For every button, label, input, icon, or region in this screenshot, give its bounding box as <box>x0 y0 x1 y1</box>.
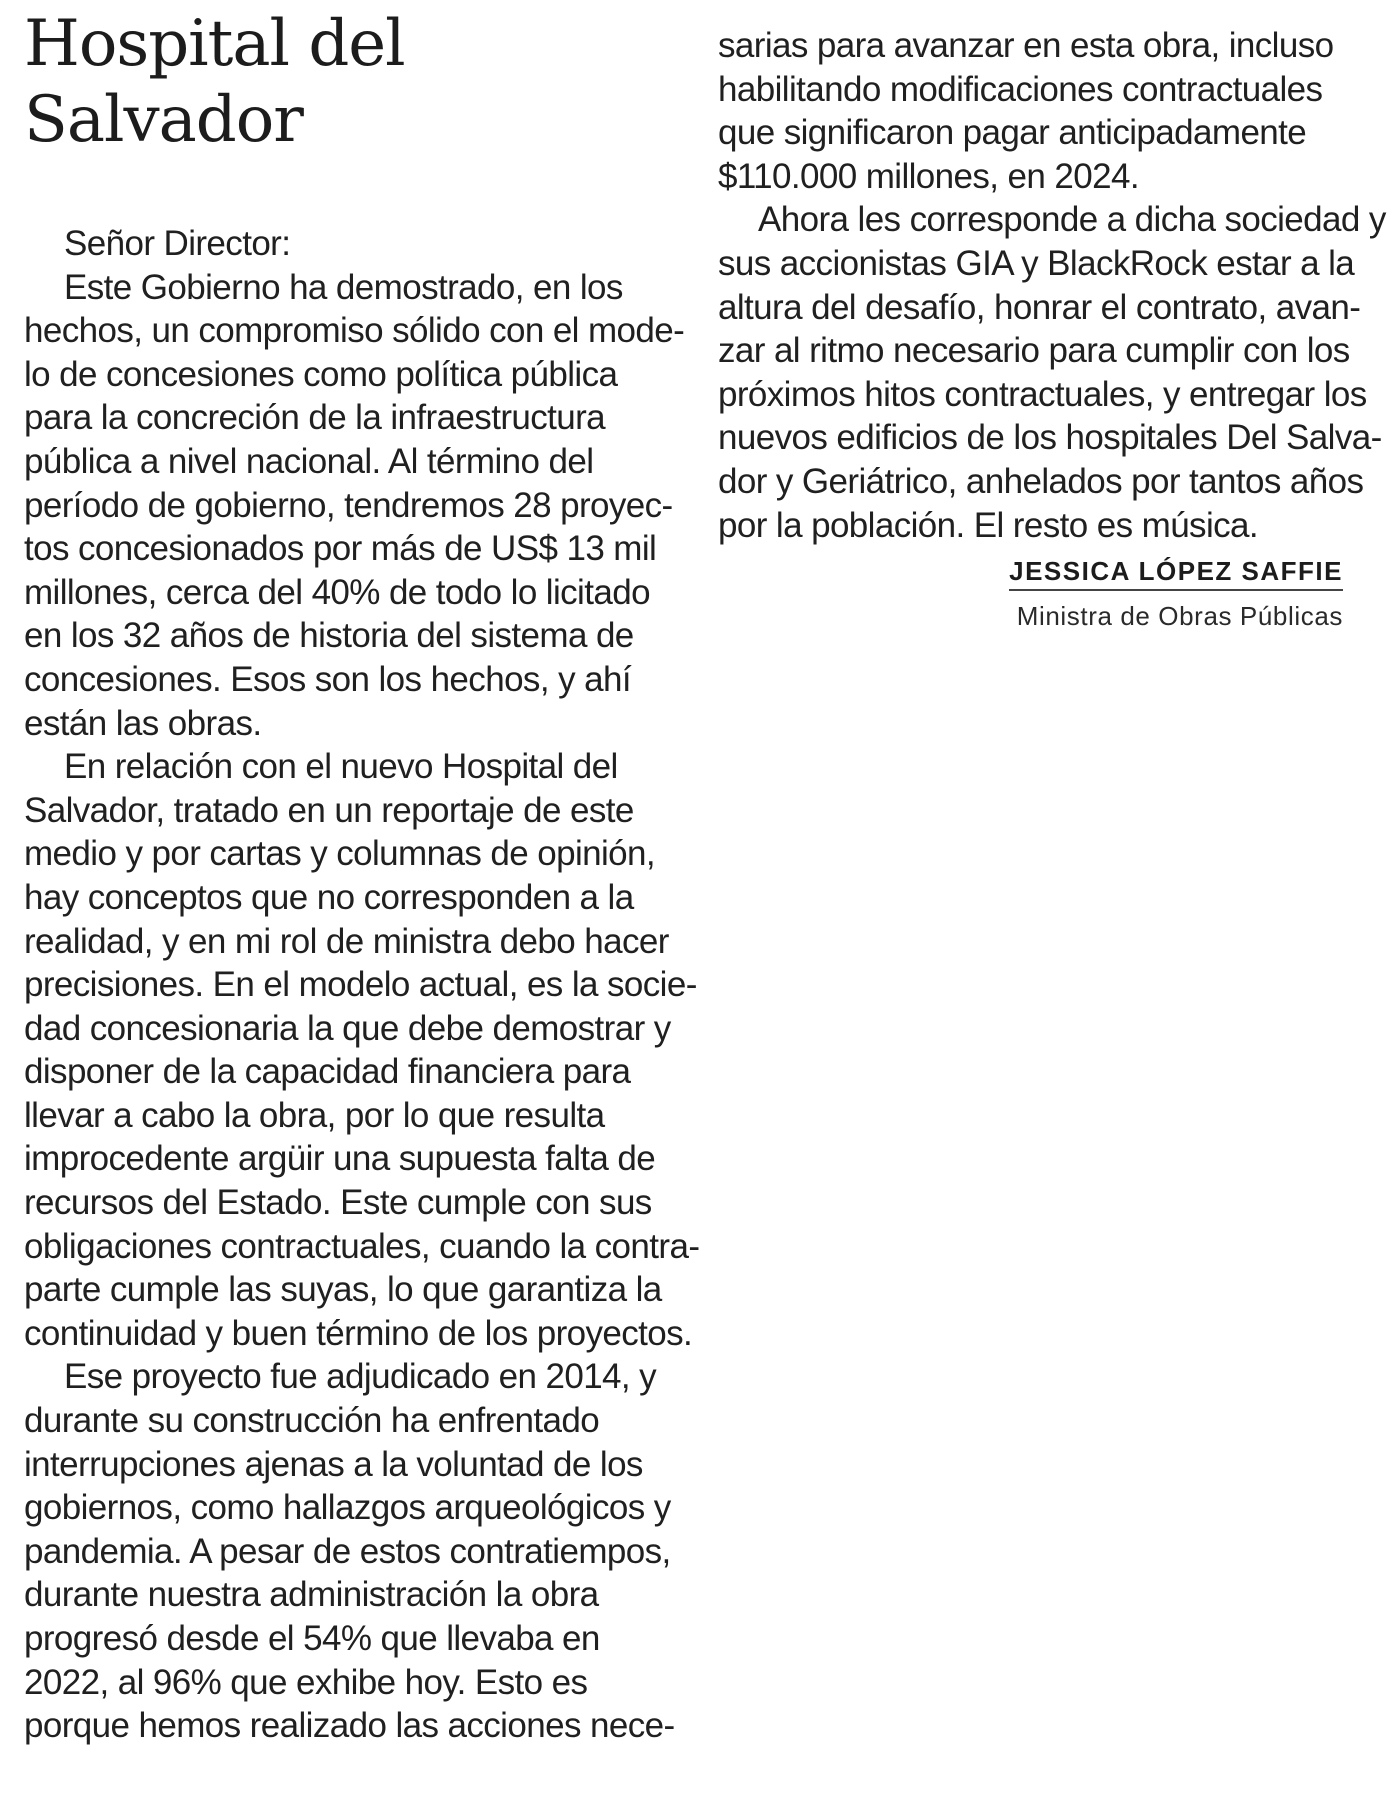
body-line: tos concesionados por más de US$ 13 mil <box>24 529 657 569</box>
body-line: realidad, y en mi rol de ministra debo hacer <box>24 921 669 961</box>
headline-line: Salvador <box>24 83 303 157</box>
body-line: $110.000 millones, en 2024. <box>718 156 1139 196</box>
body-line: parte cumple las suyas, lo que garantiza la <box>24 1270 662 1310</box>
body-line: Ahora les corresponde a dicha sociedad y <box>758 200 1386 240</box>
body-line: obligaciones contractuales, cuando la contra- <box>24 1226 700 1266</box>
body-line: que significaron pagar anticipadamente <box>718 113 1307 153</box>
body-line: en los 32 años de historia del sistema de <box>24 616 634 656</box>
headline <box>24 6 644 158</box>
body-line: dor y Geriátrico, anhelados por tantos años <box>718 461 1364 501</box>
body-line: hay conceptos que no corresponden a la <box>24 877 634 917</box>
body-line: zar al ritmo necesario para cumplir con los <box>718 331 1350 371</box>
body-line: hechos, un compromiso sólido con el mode- <box>24 311 685 351</box>
body-line: sus accionistas GIA y BlackRock estar a la <box>718 243 1355 283</box>
body-line: 2022, al 96% que exhibe hoy. Esto es <box>24 1662 588 1702</box>
signature-title: Ministra de Obras Públicas <box>1016 601 1343 631</box>
body-line: precisiones. En el modelo actual, es la socie- <box>24 965 697 1005</box>
body-line: gobiernos, como hallazgos arqueológicos y <box>24 1488 671 1528</box>
body-line: porque hemos realizado las acciones nece- <box>24 1706 675 1746</box>
body-line: progresó desde el 54% que llevaba en <box>24 1619 600 1658</box>
body-line: altura del desafío, honrar el contrato, avan- <box>718 287 1361 327</box>
headline-line: Hospital del <box>24 7 405 81</box>
salutation: Señor Director: <box>64 224 291 263</box>
body-line: pública a nivel nacional. Al término del <box>24 441 594 481</box>
left-column <box>24 222 700 1792</box>
body-line: Salvador, tratado en un reportaje de este <box>24 790 634 830</box>
body-line: durante su construcción ha enfrentado <box>24 1401 600 1441</box>
body-line: dad concesionaria la que debe demostrar y <box>24 1008 671 1048</box>
body-line: nuevos edificios de los hospitales Del Salva- <box>718 418 1382 458</box>
body-line: durante nuestra administración la obra <box>24 1575 599 1615</box>
body-line: interrupciones ajenas a la voluntad de los <box>24 1444 643 1484</box>
signature-block <box>718 556 1343 632</box>
signature-name: JESSICA LÓPEZ SAFFIE <box>1009 556 1343 591</box>
body-line: pandemia. A pesar de estos contratiempos, <box>24 1531 671 1571</box>
body-line: por la población. El resto es música. <box>718 505 1259 545</box>
body-line: medio y por cartas y columnas de opinión, <box>24 834 656 874</box>
body-line: Este Gobierno ha demostrado, en los <box>64 267 623 307</box>
body-line: llevar a cabo la obra, por lo que resulta <box>24 1095 605 1135</box>
body-line: habilitando modificaciones contractuales <box>718 69 1323 109</box>
right-column <box>718 24 1386 547</box>
body-line: lo de concesiones como política pública <box>24 354 618 394</box>
body-line: continuidad y buen término de los proyectos. <box>24 1313 693 1353</box>
body-line: improcedente argüir una supuesta falta de <box>24 1139 656 1179</box>
body-line: próximos hitos contractuales, y entregar los <box>718 374 1367 414</box>
body-line: para la concreción de la infraestructura <box>24 398 606 438</box>
body-line: En relación con el nuevo Hospital del <box>64 747 618 787</box>
body-line: están las obras. <box>24 703 262 743</box>
body-line: disponer de la capacidad financiera para <box>24 1052 631 1092</box>
body-line: sarias para avanzar en esta obra, incluso <box>718 26 1334 65</box>
body-line: Ese proyecto fue adjudicado en 2014, y <box>64 1357 657 1397</box>
body-line: período de gobierno, tendremos 28 proyec- <box>24 485 673 525</box>
body-line: concesiones. Esos son los hechos, y ahí <box>24 659 631 699</box>
body-line: recursos del Estado. Este cumple con sus <box>24 1183 652 1223</box>
body-line: millones, cerca del 40% de todo lo licitado <box>24 572 650 612</box>
